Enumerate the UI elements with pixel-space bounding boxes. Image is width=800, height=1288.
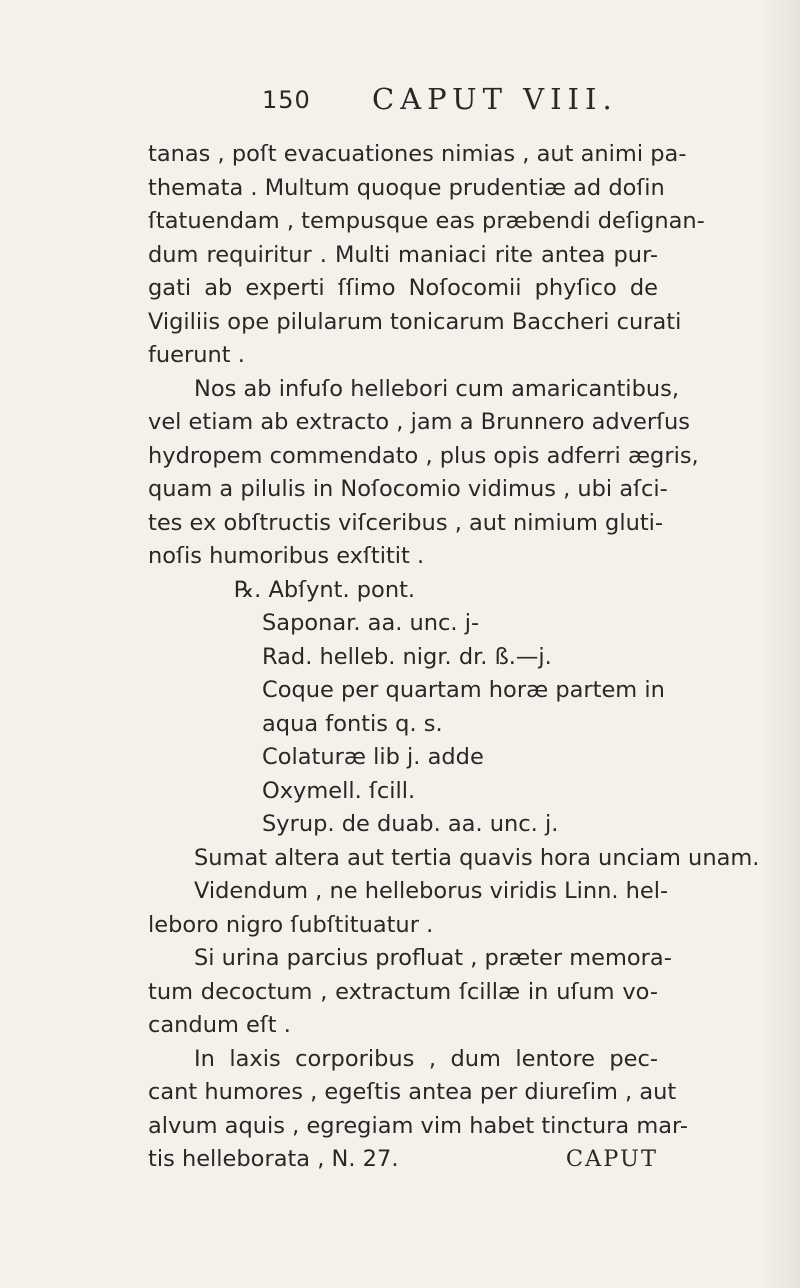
text-line: Sumat altera aut tertia quavis hora unciam unam. <box>194 844 760 871</box>
text-line: Nos ab infuſo hellebori cum amaricantibus, <box>194 375 679 402</box>
text-line: hydropem commendato , plus opis adferri ægris, <box>148 442 699 469</box>
text-line: fuerunt . <box>148 342 245 368</box>
text-line: cant humores , egeſtis antea per diureſim , aut <box>148 1079 677 1105</box>
text-line: tes ex obſtructis viſceribus , aut nimium gluti- <box>148 509 664 536</box>
text-line: alvum aquis , egregiam vim habet tinctura mar- <box>148 1112 688 1139</box>
text-line: Vigiliis ope pilularum tonicarum Baccheri curati <box>148 308 682 335</box>
page-number: 150 <box>262 86 311 114</box>
recipe-line: aqua fontis q. s. <box>262 710 443 737</box>
running-title: CAPUT VIII. <box>372 82 618 116</box>
catchword: CAPUT <box>565 1146 658 1172</box>
text-line: leboro nigro ſubſtituatur . <box>148 911 434 938</box>
text-line: vel etiam ab extracto , jam a Brunnero adverſus <box>148 409 691 435</box>
recipe-line: Saponar. aa. unc. j- <box>262 610 480 636</box>
text-line: tum decoctum , extractum ſcillæ in uſum vo- <box>148 978 658 1005</box>
text-line: In laxis corporibus , dum lentore pec- <box>194 1045 658 1072</box>
text-line: tis helleborata , N. 27. <box>148 1146 399 1172</box>
text-line: noſis humoribus exſtitit . <box>148 543 425 569</box>
text-line: dum requiritur . Multi maniaci rite antea pur- <box>148 241 658 268</box>
recipe-line: Rad. helleb. nigr. dr. ß.—j. <box>262 643 552 670</box>
recipe-line: ℞. Abſynt. pont. <box>234 576 416 603</box>
text-line: candum eſt . <box>148 1012 291 1038</box>
text-line: Si urina parcius profluat , præter memora- <box>194 945 672 971</box>
page-header <box>262 82 622 122</box>
recipe-line: Oxymell. ſcill. <box>262 777 416 804</box>
recipe-line: Coque per quartam horæ partem in <box>262 677 665 703</box>
body-text <box>148 138 760 1177</box>
page-edge-shadow <box>760 0 800 1288</box>
recipe-line: Syrup. de duab. aa. unc. j. <box>262 811 559 837</box>
text-line: tanas , poſt evacuationes nimias , aut animi pa- <box>148 141 687 167</box>
text-line: quam a pilulis in Noſocomio vidimus , ubi aſci- <box>148 476 668 502</box>
text-line: themata . Multum quoque prudentiæ ad doſin <box>148 174 665 201</box>
text-line: ſtatuendam , tempusque eas præbendi deſignan- <box>148 208 705 234</box>
recipe-line: Colaturæ lib j. adde <box>262 744 484 770</box>
last-line-with-catchword <box>148 1143 658 1177</box>
text-line: Videndum , ne helleborus viridis Linn. hel- <box>194 878 669 904</box>
text-line: gati ab experti ſſimo Noſocomii phyſico de <box>148 275 658 301</box>
